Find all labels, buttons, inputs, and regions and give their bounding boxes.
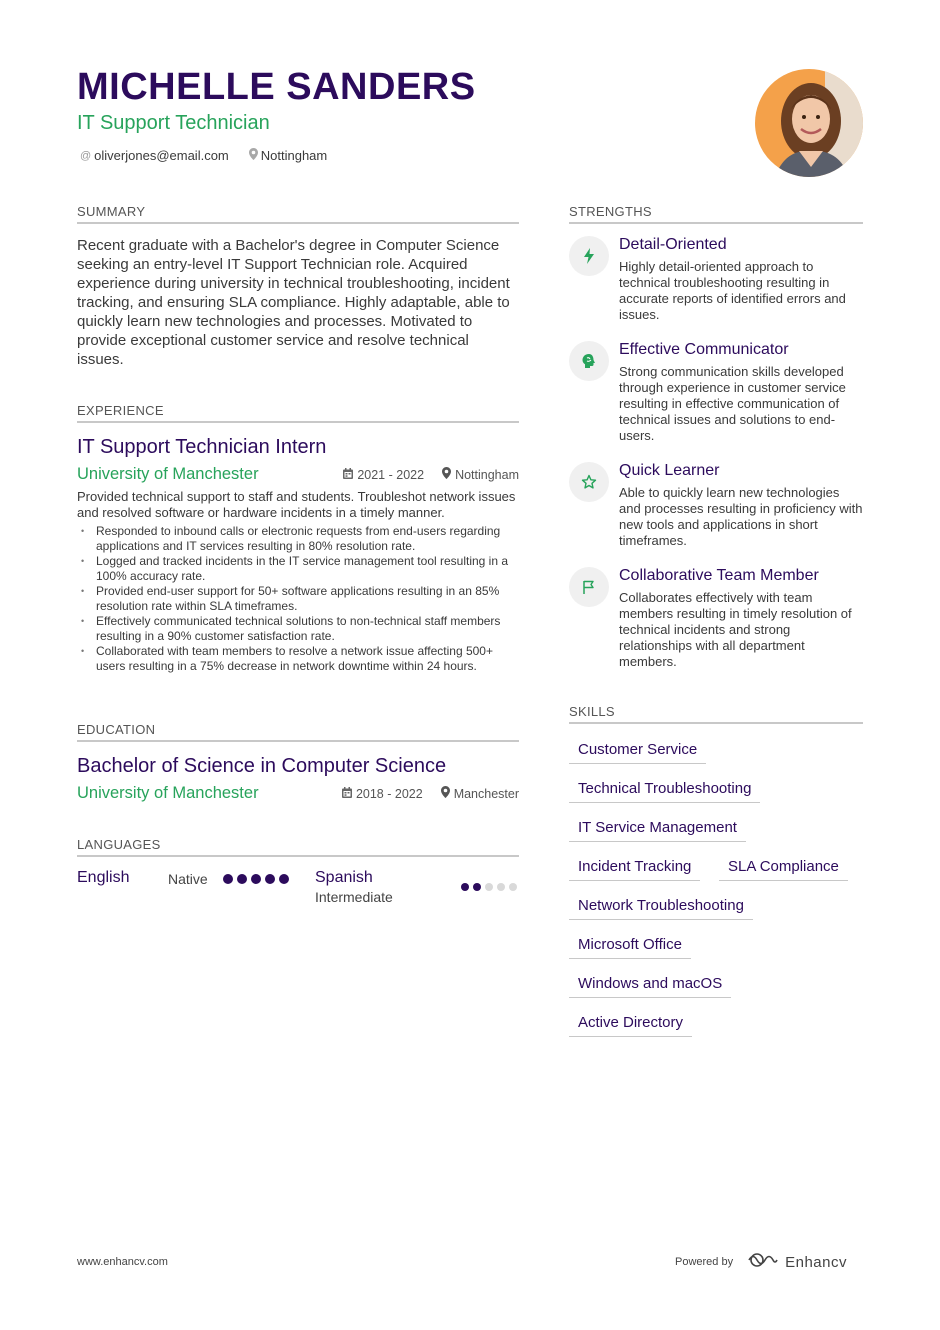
star-icon <box>569 462 609 502</box>
experience-org-row <box>77 465 519 484</box>
footer-website[interactable]: www.enhancv.com <box>77 1256 168 1268</box>
skills-heading: SKILLS <box>569 704 863 724</box>
skill-tag: Active Directory <box>569 1014 692 1037</box>
candidate-name: MICHELLE SANDERS <box>77 66 476 108</box>
profile-photo <box>755 69 863 177</box>
experience-bullets <box>77 524 519 674</box>
experience-bullet: • Logged and tracked incidents in the IT service management tool resulting in a 100% accuracy rate. <box>77 554 519 584</box>
rating-dot-filled <box>265 874 275 884</box>
flag-icon <box>569 567 609 607</box>
powered-by-label: Powered by <box>675 1256 734 1268</box>
footer-branding <box>675 1252 847 1272</box>
skill-tag: Network Troubleshooting <box>569 897 753 920</box>
skill-tag: SLA Compliance <box>719 858 848 881</box>
rating-dot-filled <box>473 883 481 891</box>
experience-role: IT Support Technician Intern <box>77 436 327 458</box>
strength-title: Collaborative Team Member <box>619 567 819 584</box>
experience-dates <box>343 468 424 482</box>
skill-tag: Microsoft Office <box>569 936 691 959</box>
summary-text: Recent graduate with a Bachelor's degree in Computer Science seeking an entry-level IT Support Technician role. Acquired experience during university in technical troubleshooting, incident tracking, and ensuring SLA compliance. Highly adaptable, able to quickly learn new technologies and processes. Motivated to provide exceptional customer service and resolve technical issues. <box>77 237 510 368</box>
calendar-icon <box>343 468 353 482</box>
email-contact[interactable] <box>80 148 229 163</box>
location-text: Nottingham <box>260 148 328 163</box>
strength-title: Effective Communicator <box>619 341 789 358</box>
summary-heading: SUMMARY <box>77 204 519 224</box>
brain-icon <box>569 341 609 381</box>
email-text: oliverjones@email.com <box>94 148 229 163</box>
education-degree: Bachelor of Science in Computer Science <box>77 755 447 777</box>
calendar-icon <box>342 787 352 801</box>
skill-tag: Technical Troubleshooting <box>569 780 760 803</box>
experience-description: Provided technical support to staff and students. Troubleshot network issues and resolved software or hardware incidents in a timely manner. <box>77 489 516 520</box>
skill-tag: Incident Tracking <box>569 858 700 881</box>
experience-bullet: • Provided end-user support for 50+ software applications resulting in an 85% resolution rate within SLA timeframes. <box>77 584 519 614</box>
language-level: Intermediate <box>315 889 393 905</box>
map-pin-icon <box>441 786 450 801</box>
at-icon: @ <box>80 149 92 162</box>
lightning-icon <box>569 236 609 276</box>
enhancv-logo[interactable] <box>747 1252 847 1272</box>
rating-dot-empty <box>509 883 517 891</box>
rating-dot-filled <box>237 874 247 884</box>
languages-heading: LANGUAGES <box>77 837 519 857</box>
skill-tag: Windows and macOS <box>569 975 731 998</box>
experience-bullet: • Responded to inbound calls or electronic requests from end-users regarding applications and IT services resulting in 80% resolution rate. <box>77 524 519 554</box>
education-dates-text: 2018 - 2022 <box>355 786 423 801</box>
strength-desc: Able to quickly learn new technologies and processes resulting in proficiency with new tools and applications in short timeframes. <box>619 485 863 548</box>
rating-dot-empty <box>497 883 505 891</box>
experience-bullet: • Collaborated with team members to resolve a network issue affecting 500+ users resulting in a 75% decrease in network downtime within 24 hours. <box>77 644 519 674</box>
strength-title: Detail-Oriented <box>619 236 727 253</box>
language-name: English <box>77 869 130 886</box>
candidate-title: IT Support Technician <box>77 112 270 134</box>
rating-dot-filled <box>223 874 233 884</box>
strength-desc: Highly detail-oriented approach to technical troubleshooting resulting in accurate reports of identified errors and issues. <box>619 259 846 322</box>
skill-tag: Customer Service <box>569 741 706 764</box>
skill-tag: IT Service Management <box>569 819 746 842</box>
education-org-row <box>77 784 519 803</box>
strength-desc: Strong communication skills developed through experience in customer service resulting in effective communication of technical issues and solutions to end-users. <box>619 364 846 443</box>
rating-dot-empty <box>485 883 493 891</box>
location-contact <box>249 148 327 163</box>
language-level: Native <box>168 871 208 887</box>
map-pin-icon <box>442 467 451 482</box>
education-location-text: Manchester <box>453 786 519 801</box>
language-name: Spanish <box>315 869 373 886</box>
experience-dates-text: 2021 - 2022 <box>357 467 425 482</box>
strength-desc: Collaborates effectively with team members resulting in timely resolution of technical incidents and strong relationships with all department members. <box>619 590 852 669</box>
experience-location <box>442 467 519 482</box>
experience-bullet: • Effectively communicated technical solutions to non-technical staff members resulting in a 90% customer satisfaction rate. <box>77 614 519 644</box>
education-org: University of Manchester <box>77 784 259 802</box>
contact-row <box>80 148 327 163</box>
strength-title: Quick Learner <box>619 462 720 479</box>
education-heading: EDUCATION <box>77 722 519 742</box>
rating-dot-filled <box>279 874 289 884</box>
enhancv-brand-text: Enhancv <box>785 1253 847 1271</box>
language-rating-spanish <box>461 882 517 891</box>
rating-dot-filled <box>251 874 261 884</box>
rating-dot-filled <box>461 883 469 891</box>
enhancv-logo-icon <box>747 1252 779 1272</box>
experience-org: University of Manchester <box>77 465 259 483</box>
map-pin-icon <box>249 148 258 163</box>
education-location <box>441 786 519 801</box>
strengths-heading: STRENGTHS <box>569 204 863 224</box>
language-rating-english <box>223 874 289 884</box>
experience-heading: EXPERIENCE <box>77 403 519 423</box>
education-dates <box>342 787 423 801</box>
experience-location-text: Nottingham <box>455 467 519 482</box>
